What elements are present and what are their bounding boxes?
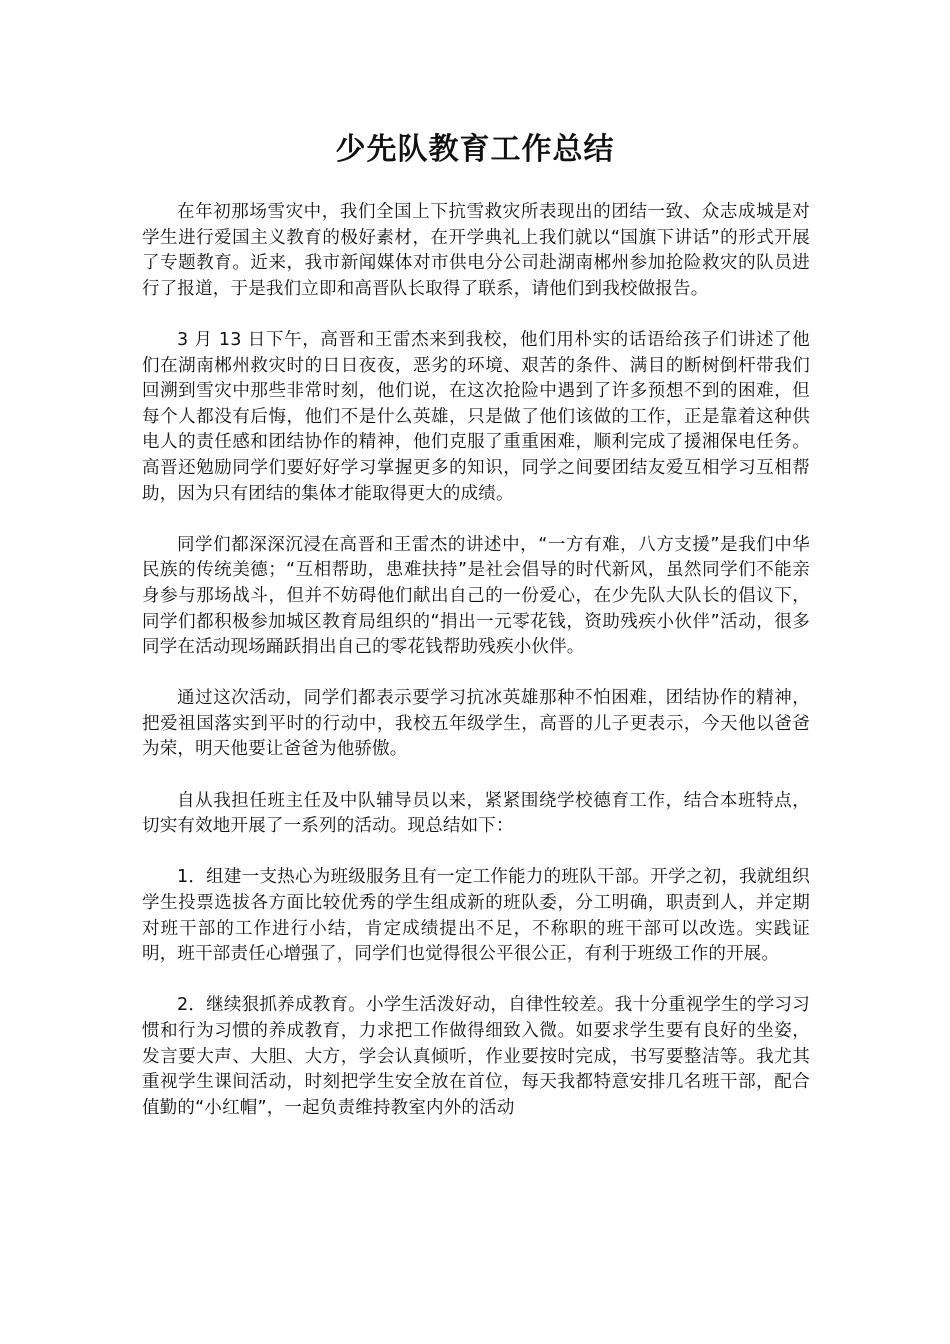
paragraph-2: 3 月 13 日下午，高晋和王雷杰来到我校，他们用朴实的话语给孩子们讲述了他们在湖南郴州救灾时的日日夜夜，恶劣的环境、艰苦的条件、满目的断树倒杆带我们回溯到雪灾中那些非常时刻，他们说，在这次抢险中遇到了许多预想不到的困难，但每个人都没有后悔，他们不是什么英雄，只是做了他们该做的工作，正是靠着这种供电人的责任感和团结协作的精神，他们克服了重重困难，顺利完成了援湘保电任务。高晋还勉励同学们要好好学习掌握更多的知识，同学之间要团结友爱互相学习互相帮助，因为只有团结的集体才能取得更大的成绩。 [142,329,810,504]
paragraph-5: 自从我担任班主任及中队辅导员以来，紧紧围绕学校德育工作，结合本班特点，切实有效地开展了一系列的活动。现总结如下： [142,790,810,837]
paragraph-6: 1．组建一支热心为班级服务且有一定工作能力的班队干部。开学之初，我就组织学生投票选拔各方面比较优秀的学生组成新的班队委，分工明确，职责到人，并定期对班干部的工作进行小结，肯定成绩提出不足，不称职的班干部可以改选。实践证明，班干部责任心增强了，同学们也觉得很公平很公正，有利于班级工作的开展。 [142,867,810,965]
paragraph-3: 同学们都深深沉浸在高晋和王雷杰的讲述中，“一方有难，八方支援”是我们中华民族的传统美德；“互相帮助，患难扶持”是社会倡导的时代新风，虽然同学们不能亲身参与那场战斗，但并不妨碍他们献出自己的一份爱心，在少先队大队长的倡议下，同学们都积极参加城区教育局组织的“捐出一元零花钱，资助残疾小伙伴”活动，很多同学在活动现场踊跃捐出自己的零花钱帮助残疾小伙伴。 [142,534,810,658]
paragraph-7: 2．继续狠抓养成教育。小学生活泼好动，自律性较差。我十分重视学生的学习习惯和行为习惯的养成教育，力求把工作做得细致入微。如要求学生要有良好的坐姿，发言要大声、大胆、大方，学会认真倾听，作业要按时完成，书写要整洁等。我尤其重视学生课间活动，时刻把学生安全放在首位，每天我都特意安排几名班干部，配合值勤的“小红帽”，一起负责维持教室内外的活动 [142,995,810,1118]
document-body [142,200,810,1147]
paragraph-4: 通过这次活动，同学们都表示要学习抗冰英雄那种不怕困难，团结协作的精神，把爱祖国落实到平时的行动中，我校五年级学生，高晋的儿子更表示，今天他以爸爸为荣，明天他要让爸爸为他骄傲。 [142,688,810,760]
paragraph-1: 在年初那场雪灾中，我们全国上下抗雪救灾所表现出的团结一致、众志成城是对学生进行爱国主义教育的极好素材，在开学典礼上我们就以“国旗下讲话”的形式开展了专题教育。近来，我市新闻媒体对市供电分公司赴湖南郴州参加抢险救灾的队员进行了报道，于是我们立即和高晋队长取得了联系，请他们到我校做报告。 [142,202,810,299]
document-title: 少先队教育工作总结 [335,132,615,167]
